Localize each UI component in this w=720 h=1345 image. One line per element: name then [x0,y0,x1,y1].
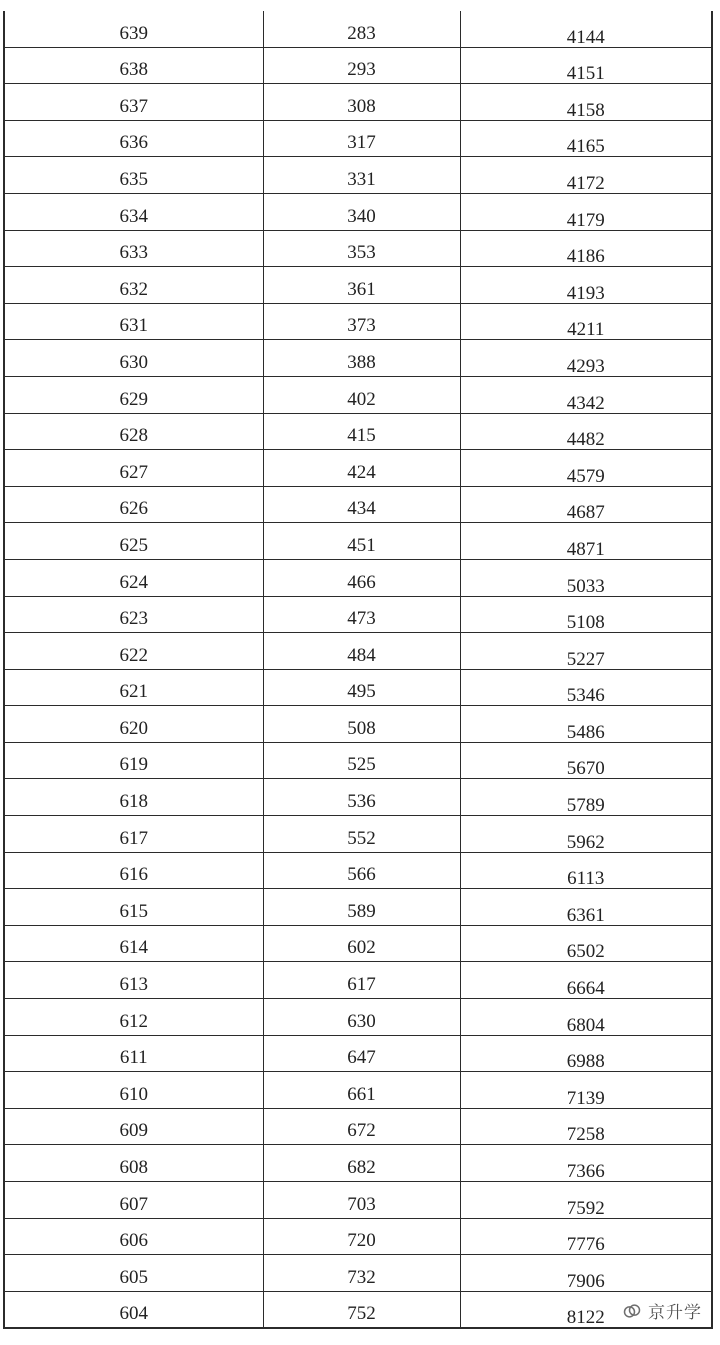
table-cell-cumulative [460,633,712,670]
table-cell-score [4,230,263,267]
table-cell-score [4,816,263,853]
table-cell-cumulative [460,559,712,596]
cell-value: 616 [119,864,148,886]
cell-value: 647 [347,1047,376,1069]
table-cell-count [263,120,460,157]
table-cell-cumulative [460,669,712,706]
table-cell-count [263,303,460,340]
cell-value: 623 [119,608,148,630]
table-cell-score [4,559,263,596]
cell-value: 661 [347,1083,376,1105]
table-cell-count [263,1035,460,1072]
table-row [4,157,712,194]
cell-value: 4165 [566,136,605,158]
cell-value: 495 [347,681,376,703]
cell-value: 4179 [566,209,605,231]
table-cell-cumulative [460,450,712,487]
cell-value: 635 [119,168,148,190]
table-cell-cumulative [460,889,712,926]
cell-value: 4172 [566,172,605,194]
cell-value: 619 [119,754,148,776]
table-row [4,267,712,304]
table-cell-score [4,84,263,121]
table-cell-count [263,779,460,816]
cell-value: 606 [119,1230,148,1252]
cell-value: 637 [119,95,148,117]
table-cell-cumulative [460,376,712,413]
cell-value: 618 [119,791,148,813]
cell-value: 7776 [566,1234,605,1256]
cell-value: 609 [119,1120,148,1142]
cell-value: 627 [119,461,148,483]
cell-value: 293 [347,59,376,81]
cell-value: 7906 [566,1270,605,1292]
table-cell-cumulative [460,523,712,560]
table-cell-score [4,1145,263,1182]
table-row [4,193,712,230]
table-cell-count [263,376,460,413]
cell-value: 4871 [566,538,605,560]
table-row [4,84,712,121]
cell-value: 331 [347,168,376,190]
table-cell-score [4,1218,263,1255]
table-cell-cumulative [460,1182,712,1219]
table-row [4,999,712,1036]
cell-value: 4687 [566,502,605,524]
table-row [4,1035,712,1072]
table-row [4,779,712,816]
table-cell-score [4,47,263,84]
table-cell-count [263,1108,460,1145]
table-cell-count [263,11,460,47]
table-row [4,742,712,779]
cell-value: 638 [119,59,148,81]
cell-value: 4293 [566,355,605,377]
cell-value: 4158 [566,99,605,121]
cell-value: 632 [119,278,148,300]
table-row [4,1108,712,1145]
table-cell-cumulative [460,413,712,450]
table-cell-score [4,267,263,304]
table-cell-score [4,120,263,157]
table-cell-count [263,84,460,121]
cell-value: 607 [119,1193,148,1215]
cell-value: 373 [347,315,376,337]
cell-value: 615 [119,900,148,922]
table-cell-count [263,157,460,194]
watermark-text: 京升学 [648,1303,702,1323]
cell-value: 473 [347,608,376,630]
cell-value: 566 [347,864,376,886]
table-cell-count [263,1145,460,1182]
cell-value: 620 [119,717,148,739]
table-cell-score [4,669,263,706]
table-cell-count [263,925,460,962]
table-cell-score [4,157,263,194]
table-cell-cumulative [460,1072,712,1109]
table-cell-count [263,340,460,377]
cell-value: 6988 [566,1051,605,1073]
cell-value: 630 [119,351,148,373]
cell-value: 415 [347,425,376,447]
cell-value: 625 [119,534,148,556]
table-cell-score [4,523,263,560]
cell-value: 8122 [566,1307,605,1329]
table-cell-count [263,633,460,670]
table-cell-count [263,486,460,523]
table-row [4,230,712,267]
table-cell-count [263,523,460,560]
table-cell-count [263,267,460,304]
table-cell-cumulative [460,1108,712,1145]
table-row [4,1291,712,1328]
table-cell-cumulative [460,193,712,230]
cell-value: 752 [347,1303,376,1325]
table-row [4,1182,712,1219]
table-cell-score [4,1291,263,1328]
table-cell-score [4,779,263,816]
cell-value: 630 [347,1010,376,1032]
cell-value: 4151 [566,63,605,85]
cell-value: 6664 [566,978,605,1000]
cell-value: 508 [347,717,376,739]
cell-value: 525 [347,754,376,776]
table-cell-cumulative [460,1145,712,1182]
table-cell-score [4,852,263,889]
cell-value: 7139 [566,1087,605,1109]
table-cell-score [4,889,263,926]
table-cell-count [263,962,460,999]
table-cell-count [263,1182,460,1219]
table-cell-cumulative [460,925,712,962]
table-cell-count [263,413,460,450]
table-row [4,1218,712,1255]
table-cell-score [4,1108,263,1145]
cell-value: 361 [347,278,376,300]
table-cell-score [4,925,263,962]
table-cell-score [4,1072,263,1109]
table-row [4,669,712,706]
cell-value: 536 [347,791,376,813]
cell-value: 388 [347,351,376,373]
cell-value: 466 [347,571,376,593]
table-row [4,303,712,340]
table-cell-cumulative [460,596,712,633]
table-cell-count [263,1072,460,1109]
table-cell-count [263,193,460,230]
table-row [4,852,712,889]
cell-value: 6502 [566,941,605,963]
table-row [4,925,712,962]
cell-value: 639 [119,22,148,44]
cell-value: 5108 [566,612,605,634]
table-cell-count [263,1255,460,1292]
cell-value: 629 [119,388,148,410]
cell-value: 7366 [566,1161,605,1182]
table-cell-cumulative [460,303,712,340]
table-cell-score [4,999,263,1036]
cell-value: 604 [119,1303,148,1325]
table-cell-count [263,230,460,267]
cell-value: 621 [119,681,148,703]
cell-value: 628 [119,425,148,447]
cell-value: 6113 [567,868,605,890]
table-row [4,559,712,596]
table-cell-cumulative [460,1218,712,1255]
cell-value: 484 [347,644,376,666]
wechat-channel-icon [622,1301,642,1321]
table-row [4,523,712,560]
table-cell-score [4,413,263,450]
cell-value: 672 [347,1120,376,1142]
cell-value: 434 [347,498,376,520]
cell-value: 622 [119,644,148,666]
table-row [4,816,712,853]
table-row [4,340,712,377]
table-cell-cumulative [460,340,712,377]
table-cell-score [4,450,263,487]
table-cell-count [263,742,460,779]
table-cell-count [263,450,460,487]
cell-value: 402 [347,388,376,410]
cell-value: 612 [119,1010,148,1032]
table-cell-count [263,559,460,596]
cell-value: 353 [347,242,376,264]
cell-value: 613 [119,974,148,996]
cell-value: 7592 [566,1197,605,1219]
cell-value: 614 [119,937,148,959]
table-cell-count [263,669,460,706]
table-cell-cumulative [460,486,712,523]
table-row [4,413,712,450]
table-cell-count [263,999,460,1036]
cell-value: 720 [347,1230,376,1252]
table-cell-count [263,1218,460,1255]
table-cell-score [4,303,263,340]
table-cell-cumulative [460,1255,712,1292]
table-cell-score [4,962,263,999]
cell-value: 589 [347,900,376,922]
cell-value: 617 [119,827,148,849]
cell-value: 6361 [566,904,605,926]
table-row [4,633,712,670]
cell-value: 317 [347,132,376,154]
table-row [4,376,712,413]
table-cell-score [4,11,263,47]
cell-value: 5486 [566,721,605,743]
cell-value: 610 [119,1083,148,1105]
table-cell-score [4,1182,263,1219]
cell-value: 283 [347,22,376,44]
table-cell-score [4,633,263,670]
cell-value: 633 [119,242,148,264]
table-cell-score [4,340,263,377]
table-cell-count [263,1291,460,1328]
table-cell-cumulative [460,816,712,853]
score-table-body [4,11,712,1328]
cell-value: 7258 [566,1124,605,1146]
table-cell-score [4,742,263,779]
cell-value: 308 [347,95,376,117]
table-row [4,706,712,743]
cell-value: 4186 [566,246,605,268]
cell-value: 5789 [566,795,605,817]
cell-value: 602 [347,937,376,959]
table-row [4,1072,712,1109]
table-cell-cumulative [460,742,712,779]
table-cell-cumulative [460,84,712,121]
cell-value: 4342 [566,392,605,414]
table-cell-cumulative [460,706,712,743]
table-cell-score [4,1035,263,1072]
table-row [4,1145,712,1182]
watermark [622,1298,702,1323]
cell-value: 6804 [566,1014,605,1036]
table-cell-score [4,596,263,633]
table-row [4,120,712,157]
table-cell-cumulative [460,47,712,84]
cell-value: 703 [347,1193,376,1215]
table-cell-score [4,706,263,743]
table-cell-cumulative [460,120,712,157]
table-row [4,596,712,633]
cell-value: 682 [347,1157,376,1178]
cell-value: 5962 [566,831,605,853]
cell-value: 451 [347,534,376,556]
table-cell-score [4,1255,263,1292]
score-table [3,11,713,1329]
table-cell-count [263,596,460,633]
table-cell-score [4,376,263,413]
table-cell-score [4,193,263,230]
cell-value: 4211 [567,319,605,341]
cell-value: 340 [347,205,376,227]
cell-value: 626 [119,498,148,520]
table-cell-cumulative [460,230,712,267]
cell-value: 634 [119,205,148,227]
cell-value: 5670 [566,758,605,780]
table-row [4,47,712,84]
cell-value: 4482 [566,429,605,451]
cell-value: 631 [119,315,148,337]
cell-value: 552 [347,827,376,849]
cell-value: 5033 [566,575,605,597]
score-table-container [3,11,711,1329]
table-row [4,889,712,926]
cell-value: 624 [119,571,148,593]
cell-value: 4579 [566,465,605,487]
cell-value: 617 [347,974,376,996]
table-cell-cumulative [460,267,712,304]
cell-value: 636 [119,132,148,154]
table-cell-count [263,852,460,889]
table-row [4,450,712,487]
table-row [4,962,712,999]
cell-value: 611 [119,1047,148,1069]
table-cell-cumulative [460,779,712,816]
table-row [4,1255,712,1292]
cell-value: 4193 [566,282,605,304]
table-cell-score [4,486,263,523]
table-cell-cumulative [460,999,712,1036]
cell-value: 5346 [566,685,605,707]
table-row [4,486,712,523]
table-cell-count [263,47,460,84]
table-cell-cumulative [460,852,712,889]
cell-value: 424 [347,461,376,483]
table-cell-cumulative [460,1035,712,1072]
table-cell-count [263,816,460,853]
cell-value: 608 [119,1157,148,1178]
table-cell-cumulative [460,11,712,47]
table-cell-count [263,706,460,743]
table-row [4,11,712,47]
table-cell-cumulative [460,157,712,194]
table-cell-count [263,889,460,926]
cell-value: 5227 [566,648,605,670]
cell-value: 4144 [566,26,605,48]
cell-value: 605 [119,1266,148,1288]
cell-value: 732 [347,1266,376,1288]
table-cell-cumulative [460,962,712,999]
